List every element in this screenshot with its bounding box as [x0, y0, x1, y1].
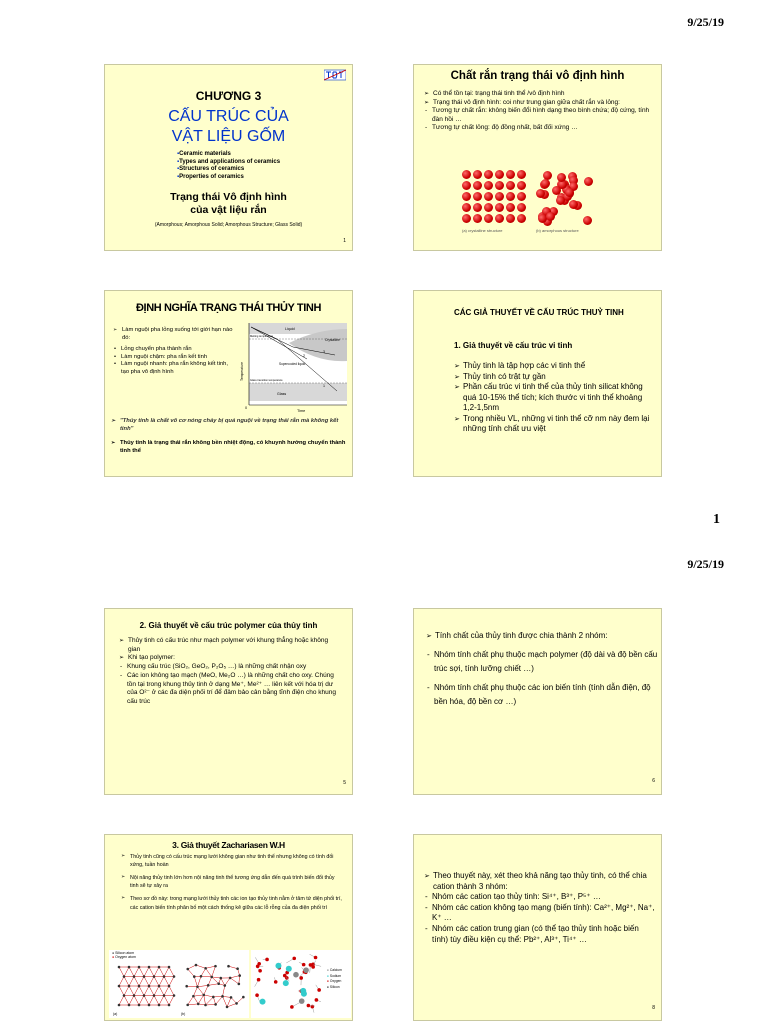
network-bond	[144, 986, 149, 996]
slide-title: 3. Giả thuyết Zachariasen W.H	[172, 840, 285, 850]
glass-network	[181, 962, 245, 1010]
subtitle-note: (Amorphous; Amorphous Solid; Amorphous Structure; Glass Solid)	[154, 222, 303, 228]
network-atom	[283, 980, 289, 986]
quote-item: ➢ "Thủy tinh là chất vô cơ nóng chảy bị quá nguội về trạng thái rắn mà không kết tinh"	[111, 418, 349, 433]
legend-item: ● Oxygen	[327, 979, 342, 983]
network-atom	[148, 1004, 151, 1007]
modified-network	[253, 952, 325, 1016]
crystalline-structure-image	[462, 170, 530, 226]
section-heading: 1. Giả thuyết về cấu trúc vi tinh	[454, 341, 573, 350]
network-atom	[138, 966, 141, 969]
atom-dot	[484, 214, 493, 223]
region-liquid: Liquid	[285, 327, 295, 331]
topic-item: ▪Structures of ceramics	[177, 166, 245, 172]
atom-dot	[495, 203, 504, 212]
network-atom	[123, 975, 126, 978]
network-atom	[168, 985, 171, 988]
network-bond	[204, 995, 214, 997]
atom-dot	[495, 192, 504, 201]
network-bond	[187, 986, 198, 987]
curve-label-2: 2	[303, 354, 305, 358]
atom-dot	[506, 214, 515, 223]
network-bond	[119, 977, 124, 987]
network-bond	[164, 986, 169, 996]
network-atom	[153, 975, 156, 978]
network-atom	[258, 969, 262, 973]
network-atom	[185, 985, 188, 988]
atom-dot	[484, 170, 493, 179]
network-bond	[119, 967, 124, 977]
network-atom	[299, 998, 305, 1004]
atom-dot	[556, 196, 565, 205]
page-date: 9/25/19	[687, 15, 724, 29]
network-bond	[139, 996, 144, 1006]
bullet-item: ➢ Thủy tinh có trật tự gần	[454, 372, 652, 383]
bullet-item: ➢ Thủy tinh cũng có cấu trúc mạng lưới không gian như tinh thể nhưng không có tính đối xứng, tuần hoàn	[121, 853, 342, 870]
dash-item: - Nhóm các cation trung gian (có thể tạo thủy tinh hoặc biến tính) tùy điều kiện cụ thể: Pb²⁺, Al³⁺, Ti⁴⁺ …	[424, 924, 656, 945]
network-bond	[223, 986, 225, 997]
atom-dot	[583, 216, 592, 225]
network-atom	[118, 985, 121, 988]
network-bond	[216, 996, 223, 1004]
network-atom	[226, 1006, 229, 1009]
network-bond	[169, 977, 174, 987]
network-bond	[188, 996, 194, 1005]
network-bond	[197, 976, 201, 987]
network-atom	[302, 963, 306, 967]
region-glass: Glass	[277, 392, 287, 396]
network-bond	[188, 965, 196, 969]
slide-title: Chất rắn trạng thái vô định hình	[450, 70, 625, 82]
network-atom	[242, 996, 245, 999]
network-bond	[230, 978, 239, 984]
university-logo-icon	[324, 69, 346, 81]
topic-item: ▪Properties of ceramics	[177, 173, 244, 180]
atom-dot	[517, 214, 526, 223]
slide-5	[104, 608, 353, 795]
region-crystalline: Crystalline	[325, 338, 340, 342]
network-bond	[159, 977, 164, 987]
network-atom	[133, 975, 136, 978]
network-bond	[212, 977, 219, 984]
dash-item: - Nhóm các cation tạo thủy tinh: Si⁴⁺, B³⁺, P⁵⁺ …	[424, 892, 656, 903]
network-atom	[290, 1005, 294, 1009]
bullet-item: ➢ Tính chất của thủy tinh được chia thành 2 nhóm:	[426, 629, 658, 644]
network-atom	[196, 985, 199, 988]
slide-number: 6	[652, 777, 655, 784]
network-atom	[260, 999, 266, 1005]
network-bond	[159, 996, 164, 1006]
atom-dot	[462, 203, 471, 212]
network-atom	[292, 957, 296, 961]
network-bond	[208, 984, 219, 986]
network-atom	[207, 984, 210, 987]
subtitle-line1: Trạng thái Vô định hình	[170, 191, 287, 203]
dash-item: - Các ion không tạo mạch (MeO, Me₂O …) là những chất cho oxy. Chúng tồn tại trong khung thủy tinh ở dạng Me⁺, Me²⁺ … liên kết với hóa trị dư của O²⁻ ở các đa diện phối trí để đảm bảo cân bằng tĩnh điện cho khung cấu trúc	[119, 672, 340, 707]
legend-item: ● Sodium	[327, 973, 342, 978]
atom-dot	[462, 192, 471, 201]
network-atom	[221, 995, 224, 998]
network-bond	[193, 987, 197, 996]
slide-title: 2. Giả thuyết về cấu trúc polymer của thủy tinh	[139, 621, 318, 630]
network-bond	[206, 1004, 216, 1005]
network-atom	[274, 980, 278, 984]
network-bond	[164, 996, 169, 1006]
bullet-item: ➢ Trong nhiều VL, những vi tinh thể cỡ nm này đem lại những tính chất ưu việt	[454, 414, 652, 435]
region-supercooled: Supercooled liquid	[279, 362, 306, 366]
network-atom	[163, 994, 166, 997]
slide-4	[413, 290, 662, 477]
network-bond	[212, 966, 216, 977]
network-atom	[317, 988, 321, 992]
atom-dot	[462, 170, 471, 179]
network-atom	[311, 1005, 315, 1009]
network-bond	[230, 976, 240, 978]
network-atom	[118, 966, 121, 969]
legend-item: ● Calcium	[327, 968, 342, 972]
network-bond	[206, 966, 216, 968]
network-bond	[154, 996, 159, 1006]
network-bond	[169, 967, 174, 977]
atom-dot	[506, 170, 515, 179]
bullet-item: ➢ Theo thuyết này, xét theo khả năng tạo thủy tinh, có thể chia cation thành 3 nhóm:	[424, 871, 656, 892]
bullet-item: ➢ Làm nguội pha lỏng xuống tới giới hạn nào đó:	[113, 327, 237, 342]
network-atom	[202, 994, 205, 997]
network-bond	[134, 996, 139, 1006]
network-bond	[204, 985, 208, 995]
page-date: 9/25/19	[687, 557, 724, 571]
network-bond	[204, 995, 206, 1005]
network-bond	[129, 996, 134, 1006]
network-bond	[154, 977, 159, 987]
network-atom	[186, 968, 189, 971]
network-bond	[124, 986, 129, 996]
slide-8	[413, 834, 662, 1021]
atom-dot	[473, 181, 482, 190]
network-bond	[213, 996, 222, 997]
dash-item: - Nhóm các cation không tạo mạng (biến tính): Ca²⁺, Mg²⁺, Na⁺, K⁺ …	[424, 903, 656, 924]
atom-dot	[473, 170, 482, 179]
curve-label-1: 1	[323, 384, 325, 388]
bullet-item: ➢ Trạng thái vô định hình: coi như trung gian giữa chất rắn và lỏng:	[424, 99, 651, 108]
network-atom	[204, 1004, 207, 1007]
network-bond	[119, 996, 124, 1006]
axis-label-temperature: Temperature	[240, 361, 244, 381]
network-bond	[134, 986, 139, 996]
slide-2	[413, 64, 662, 251]
cooling-curve-diagram	[237, 321, 349, 416]
silica-network-image	[109, 950, 249, 1018]
network-atom	[210, 976, 213, 979]
network-atom	[217, 982, 220, 985]
network-bond	[119, 986, 124, 996]
atom-dot	[462, 214, 471, 223]
network-bond	[223, 996, 228, 1007]
curve-label-3: 3	[323, 350, 325, 354]
network-atom	[315, 998, 319, 1002]
slide-number: 1	[343, 238, 346, 244]
atom-dot	[517, 192, 526, 201]
network-atom	[197, 1003, 200, 1006]
network-bond	[201, 976, 212, 977]
network-atom	[173, 994, 176, 997]
network-bond	[129, 977, 134, 987]
network-bond	[124, 977, 129, 987]
network-bond	[124, 967, 129, 977]
atom-dot	[495, 214, 504, 223]
slide-6	[413, 608, 662, 795]
network-bond	[206, 968, 212, 977]
topic-item: ▪Ceramic materials	[177, 151, 231, 157]
legend-item: ● Silicon atom	[112, 951, 135, 955]
network-bond	[196, 965, 206, 968]
network-bond	[164, 977, 169, 987]
network-atom	[143, 975, 146, 978]
topic-list	[177, 151, 352, 181]
network-atom	[148, 985, 151, 988]
bullet-item: ➢ Thủy tinh là trạng thái rắn không bền nhiệt động, có khuynh hướng chuyển thành tinh thể	[111, 440, 349, 455]
network-atom	[138, 1004, 141, 1007]
image-label-b: (b)	[181, 1012, 186, 1016]
network-bond	[212, 977, 221, 978]
atom-dot	[473, 203, 482, 212]
network-atom	[204, 967, 207, 970]
dash-item: - Tương tự chất lỏng: độ đồng nhất, bất đối xứng …	[424, 124, 651, 133]
network-bond	[237, 997, 244, 1003]
network-atom	[311, 965, 315, 969]
atom-dot	[546, 212, 555, 221]
network-bond	[188, 969, 195, 977]
network-atom	[229, 977, 232, 980]
network-atom	[133, 994, 136, 997]
dash-item: - Nhóm tính chất phụ thuộc mạch polymer (độ dài và độ bền cấu trúc sợi, tính lưỡng chiết …)	[426, 648, 658, 677]
slide-title-line1: CẤU TRÚC CỦA	[168, 108, 289, 125]
atom-dot	[541, 179, 550, 188]
bullet-item: ➢ Có thể tồn tại: trạng thái tinh thể /vô định hình	[424, 90, 651, 99]
network-atom	[143, 994, 146, 997]
network-bond	[193, 995, 203, 996]
label-glass-transition: Glass transition temperature	[250, 379, 283, 382]
network-atom	[158, 966, 161, 969]
image-label-a: (a)	[113, 1012, 118, 1016]
network-bond	[144, 967, 149, 977]
bullet-item: ➢ Thủy tinh là tập hợp các vi tinh thể	[454, 361, 652, 372]
network-atom	[286, 966, 292, 972]
network-bond	[149, 996, 154, 1006]
bullet-item: ➢ Theo sơ đồ này: trong mạng lưới thủy tinh các ion tạo thủy tinh nằm ở tâm tứ diện phối trí, các cation biến tính phân bố một cách thống kê giữa các lỗ rỗng của đa diện phối trí	[121, 895, 342, 912]
network-bond	[139, 967, 144, 977]
network-atom	[158, 985, 161, 988]
network-atom	[128, 1004, 131, 1007]
slide-title-line2: VẬT LIỆU GỐM	[171, 128, 286, 145]
network-bond	[169, 986, 174, 996]
network-bond	[188, 1004, 199, 1005]
axis-label-time: Time	[297, 409, 306, 413]
network-atom	[257, 978, 261, 982]
crystalline-network	[113, 962, 177, 1010]
network-bond	[225, 978, 230, 986]
atom-dot	[536, 189, 545, 198]
network-bond	[134, 967, 139, 977]
legend-item: ● Silicon	[327, 984, 340, 989]
slide-1	[104, 64, 353, 251]
network-bond	[149, 986, 154, 996]
network-atom	[138, 985, 141, 988]
network-bond	[193, 996, 198, 1004]
slide-title: ĐỊNH NGHĨA TRẠNG THÁI THỦY TINH	[136, 302, 321, 314]
amorphous-structure-image	[534, 168, 596, 228]
network-atom	[255, 993, 259, 997]
network-atom	[212, 996, 215, 999]
network-bond	[206, 997, 214, 1005]
network-atom	[158, 1004, 161, 1007]
caption-amorphous: (b) amorphous structure	[536, 228, 579, 233]
slide-title: CÁC GIẢ THUYẾT VỀ CẤU TRÚC THUỶ TINH	[454, 308, 624, 317]
modified-glass-image	[251, 950, 351, 1018]
network-atom	[128, 966, 131, 969]
network-atom	[307, 1004, 311, 1008]
network-bond	[198, 995, 204, 1004]
atom-dot	[484, 203, 493, 212]
network-bond	[208, 977, 212, 985]
atom-dot	[484, 192, 493, 201]
bullet-item: ➢ Thủy tinh có cấu trúc như mạch polymer với khung thẳng hoặc không gian	[119, 637, 340, 654]
bullet-item: ➢ Phần cấu trúc vi tinh thể của thủy tinh silicat không quá 10-15% thể tích; kích thước vi tinh thể khoảng 1,2-1,5nm	[454, 382, 652, 414]
network-atom	[235, 1002, 238, 1005]
dot-item: • Lỏng chuyển pha thành rắn	[113, 346, 237, 354]
network-atom	[236, 967, 239, 970]
network-bond	[197, 985, 208, 986]
network-atom	[293, 972, 299, 978]
network-atom	[168, 1004, 171, 1007]
network-atom	[283, 974, 287, 978]
network-atom	[163, 975, 166, 978]
network-atom	[214, 965, 217, 968]
legend-item: ● Oxygen atom	[112, 955, 136, 959]
network-bond	[129, 986, 134, 996]
network-atom	[275, 963, 281, 969]
network-bond	[144, 996, 149, 1006]
network-bond	[194, 977, 197, 987]
dash-item: - Tương tự chất rắn: không biến đổi hình dạng theo bình chứa; độ cứng, tính đàn hồi …	[424, 107, 651, 124]
dash-item: - Khung cấu trúc (SiO₂, GeO₂, P₂O₅ …) là những chất nhận oxy	[119, 663, 340, 672]
network-atom	[230, 996, 233, 999]
atom-dot	[584, 177, 593, 186]
dot-item: • Làm nguội chậm: pha rắn kết tinh	[113, 354, 237, 362]
network-atom	[186, 1004, 189, 1007]
network-bond	[154, 967, 159, 977]
network-atom	[219, 977, 222, 980]
network-atom	[195, 964, 198, 967]
atom-dot	[557, 173, 566, 182]
network-bond	[154, 986, 159, 996]
network-atom	[173, 975, 176, 978]
network-bond	[149, 977, 154, 987]
atom-dot	[569, 200, 578, 209]
network-atom	[168, 966, 171, 969]
slide-3	[104, 290, 353, 477]
network-atom	[238, 974, 241, 977]
page-number: 1	[713, 512, 720, 527]
network-atom	[238, 983, 241, 986]
network-atom	[123, 994, 126, 997]
atom-dot	[473, 214, 482, 223]
network-atom	[301, 991, 307, 997]
network-atom	[193, 975, 196, 978]
network-atom	[303, 967, 309, 973]
atom-dot	[517, 181, 526, 190]
network-bond	[139, 977, 144, 987]
network-bond	[164, 967, 169, 977]
network-bond	[139, 986, 144, 996]
atom-dot	[517, 203, 526, 212]
atom-dot	[495, 181, 504, 190]
dash-item: - Nhóm tính chất phụ thuộc các ion biến tính (tính dẫn điện, độ bền hóa, độ bền cơ …)	[426, 681, 658, 710]
network-bond	[169, 996, 174, 1006]
bullet-item: ➢ Nội năng thủy tinh lớn hơn nội năng tinh thể tương ứng dẫn đến quá trình biến đổi thủy tinh sẽ tự xảy ra	[121, 874, 342, 891]
network-atom	[214, 1003, 217, 1006]
slide-number: 8	[652, 1005, 655, 1012]
bullet-item: ➢ Khi tạo polymer:	[119, 654, 340, 663]
atom-dot	[565, 188, 574, 197]
network-atom	[192, 995, 195, 998]
network-bond	[197, 987, 203, 995]
chapter-label: CHƯƠNG 3	[195, 89, 262, 103]
network-atom	[128, 985, 131, 988]
atom-dot	[495, 170, 504, 179]
network-atom	[224, 984, 227, 987]
network-atom	[118, 1004, 121, 1007]
network-atom	[227, 965, 230, 968]
atom-dot	[484, 181, 493, 190]
network-bond	[129, 967, 134, 977]
network-bond	[134, 977, 139, 987]
network-atom	[256, 964, 260, 968]
slide-7	[104, 834, 353, 1021]
network-atom	[314, 956, 318, 960]
network-bond	[124, 996, 129, 1006]
dot-item: • Làm nguội nhanh: pha rắn không kết tinh, tạo pha vô định hình	[113, 361, 237, 376]
caption-crystalline: (a) crystalline structure	[462, 228, 503, 233]
network-atom	[265, 958, 269, 962]
network-atom	[200, 975, 203, 978]
slide-number: 5	[343, 780, 346, 787]
atom-dot	[506, 192, 515, 201]
atom-dot	[462, 181, 471, 190]
network-bond	[159, 967, 164, 977]
network-atom	[153, 994, 156, 997]
atom-dot	[506, 181, 515, 190]
label-melting: Melting temperature	[250, 335, 274, 338]
network-bond	[149, 967, 154, 977]
network-atom	[148, 966, 151, 969]
topic-item: ▪Types and applications of ceramics	[177, 158, 281, 165]
atom-dot	[473, 192, 482, 201]
atom-dot	[506, 203, 515, 212]
subtitle-line2: của vật liệu rắn	[190, 204, 267, 216]
network-bond	[201, 968, 206, 976]
atom-dot	[517, 170, 526, 179]
axis-origin: 0	[245, 406, 248, 410]
network-bond	[229, 966, 238, 969]
network-bond	[144, 977, 149, 987]
network-bond	[159, 986, 164, 996]
